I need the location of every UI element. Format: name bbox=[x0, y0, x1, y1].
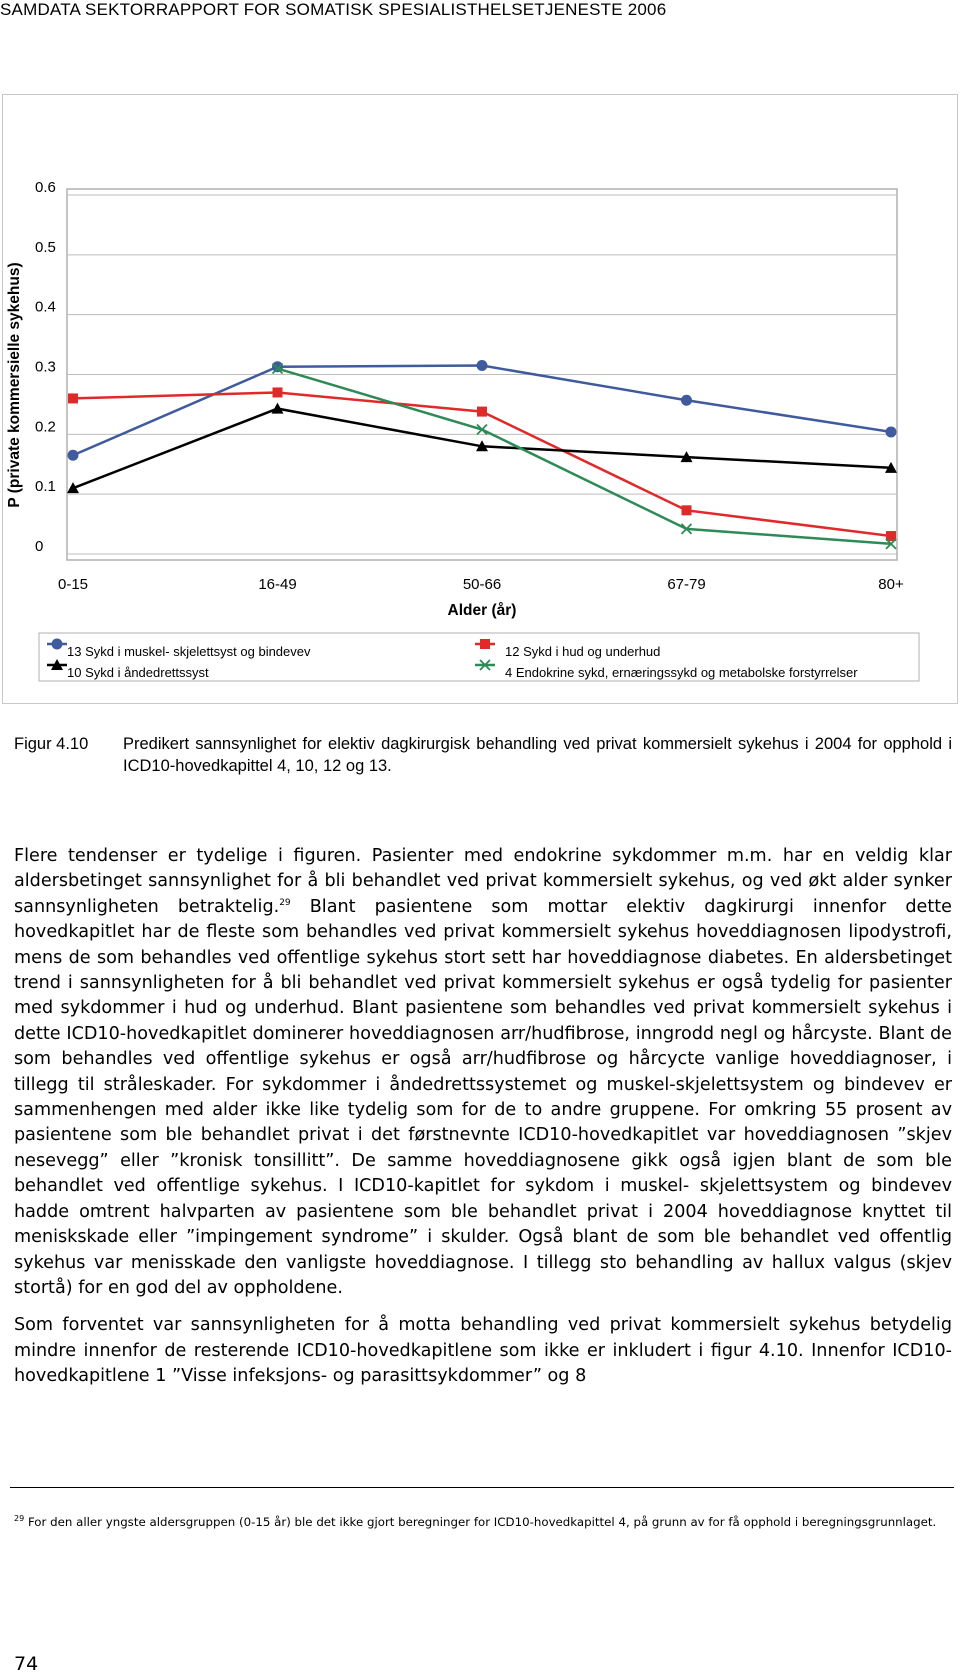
y-tick-label: 0.1 bbox=[35, 478, 56, 496]
footnote-number: 29 bbox=[14, 1514, 25, 1523]
paragraph-1-part-a: Flere tendenser er tydelige i figuren. Pasienter med endokrine sykdommer m.m. har en veldig klar aldersbetinget sannsynlighet for å bli behandlet ved privat kommersielt sykehus, og ved økt alder synker sannsynligheten betraktelig. bbox=[14, 846, 952, 917]
paragraph-1 bbox=[14, 844, 952, 1301]
legend-label: 4 Endokrine sykd, ernæringssykd og metabolske forstyrrelser bbox=[505, 665, 858, 680]
data-point-square bbox=[480, 639, 490, 649]
legend-label: 13 Sykd i muskel- skjelettsyst og bindevev bbox=[67, 644, 311, 659]
page-number: 74 bbox=[14, 1653, 39, 1675]
x-tick-label: 80+ bbox=[878, 576, 904, 593]
legend-label: 12 Sykd i hud og underhud bbox=[505, 644, 661, 659]
y-tick-label: 0.6 bbox=[35, 179, 56, 196]
data-point-circle bbox=[477, 360, 488, 371]
x-axis-title: Alder (år) bbox=[447, 602, 517, 619]
data-point-circle bbox=[52, 639, 63, 650]
figure-caption-text: Predikert sannsynlighet for elektiv dagkirurgisk behandling ved privat kommersielt sykehus i 2004 for opphold i ICD10-hovedkapittel 4, 10, 12 og 13. bbox=[123, 735, 952, 775]
footnote-text: For den aller yngste aldersgruppen (0-15 år) ble det ikke gjort beregninger for ICD10-hovedkapittel 4, på grunn av for få opphold i beregningsgrunnlaget. bbox=[27, 1515, 937, 1529]
data-point-square bbox=[68, 393, 78, 403]
footnote-reference[interactable]: 29 bbox=[279, 897, 291, 908]
footnote bbox=[14, 1513, 952, 1532]
x-tick-label: 50-66 bbox=[462, 576, 502, 593]
data-point-square bbox=[682, 505, 692, 515]
y-tick-label: 0.3 bbox=[35, 358, 56, 376]
data-point-square bbox=[477, 407, 487, 417]
figure-chart-frame bbox=[2, 94, 958, 704]
paragraph-2: Som forventet var sannsynligheten for å motta behandling ved privat kommersielt sykehus betydelig mindre innenfor de resterende ICD10-hovedkapitlene som ikke er inkludert i figur 4.10. Innenfor ICD10-hovedkapitlene 1 ”Visse infeksjons- og parasittsykdommer” og 8 bbox=[14, 1315, 952, 1387]
figure-label: Figur 4.10 bbox=[14, 735, 89, 753]
x-tick-label: 0-15 bbox=[57, 576, 89, 593]
y-tick-label: 0.5 bbox=[35, 238, 56, 256]
paragraph-1-part-b: Blant pasientene som mottar elektiv dagkirurgi innenfor dette hovedkapitlet har de fleste som behandles ved privat kommersielt sykehus hoveddiagnosen lipodystrofi, mens de som behandles ved offentlige sykehus stort sett har hoveddiagnose diabetes. En aldersbetinget trend i sannsynligheten for å bli behandlet ved privat kommersielt sykehus er også tydelig for pasienter med sykdommer i hud og underhud. Blant pasientene som behandles ved privat kommersielt sykehus i dette ICD10-hovedkapitlet dominerer hoveddiagnosen arr/hudfibrose, inngrodd negl og hårcyste. Blant de som behandles ved offentlige sykehus er også arr/hudfibrose og hårcycte vanlige hoveddiagnoser, i tillegg til stråleskader. For sykdommer i åndedrettssystemet og muskel-skjelettsystem og bindevev er sammenhengen med alder ikke like tydelig som for de to andre gruppene. For omkring 55 prosent av pasientene som ble behandlet privat i det førstnevnte ICD10-hovedkapitlet var hoveddiagnosen ”skjev nesevegg” eller ”kronisk tonsillitt”. De samme hoveddiagnosene gikk også igjen blant de som ble behandlet ved offentlige sykehus. I ICD10-kapitlet for sykdom i muskel- skjelettsystem og bindevev hadde omtrent halvparten av pasientene som ble behandlet privat i 2004 hoveddiagnose knyttet til meniskskade eller ”impingement syndrome” i skulder. Også blant de som ble behandlet ved offentlig sykehus var menisskade den vanligste hoveddiagnose. I tillegg sto behandling av hallux valgus (skjev stortå) for en god del av oppholdene. bbox=[14, 896, 952, 1298]
data-point-circle bbox=[681, 395, 692, 406]
body-text bbox=[14, 844, 952, 1390]
footnote-divider bbox=[10, 1487, 954, 1488]
x-tick-label: 16-49 bbox=[258, 576, 297, 593]
data-point-square bbox=[273, 387, 283, 397]
running-header: SAMDATA SEKTORRAPPORT FOR SOMATISK SPESIALISTHELSETJENESTE 2006 bbox=[0, 0, 667, 19]
data-point-triangle bbox=[272, 403, 284, 414]
y-tick-label: 0 bbox=[35, 538, 44, 555]
x-tick-label: 67-79 bbox=[667, 576, 706, 593]
line-chart bbox=[3, 95, 959, 705]
y-tick-label: 0.4 bbox=[35, 298, 56, 316]
y-axis-title: P (private kommersielle sykehus) bbox=[6, 262, 23, 508]
legend-label: 10 Sykd i åndedrettssyst bbox=[67, 665, 209, 680]
data-point-circle bbox=[886, 426, 897, 437]
series-line-4 bbox=[278, 369, 892, 544]
y-tick-label: 0.2 bbox=[35, 418, 56, 436]
data-point-circle bbox=[68, 450, 79, 461]
